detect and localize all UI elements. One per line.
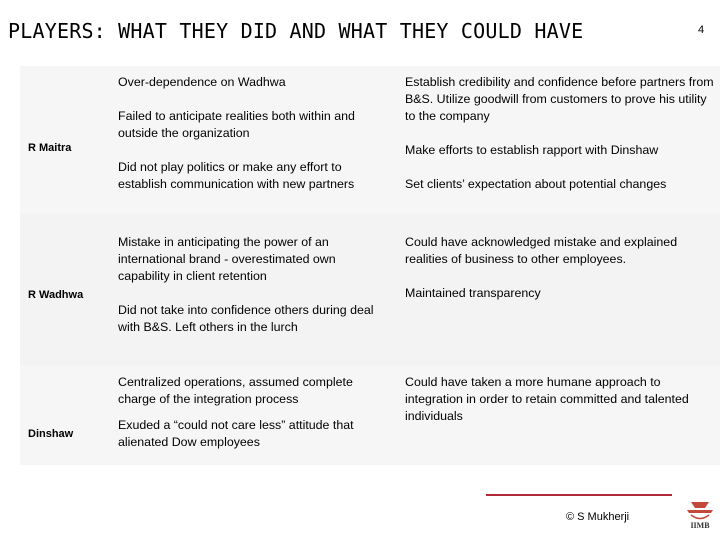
table-row [20, 366, 720, 465]
could-item: Make efforts to establish rapport with Dinshaw [405, 143, 659, 157]
could-item: Could have taken a more humane approach to integration in order to retain committed and talented individuals [405, 375, 689, 423]
logo-text: IIMB [690, 521, 710, 530]
table-row [20, 226, 720, 356]
footer-credit: © S Mukherji [566, 511, 630, 523]
could-item: Establish credibility and confidence before partners from B&S. Utilize goodwill from customers to prove his utility to the company [405, 75, 714, 123]
could-column [405, 234, 717, 302]
slide-title: PLAYERS: WHAT THEY DID AND WHAT THEY COULD HAVE [8, 19, 584, 43]
actor-label: R Wadhwa [28, 289, 84, 301]
could-item: Maintained transparency [405, 286, 541, 300]
could-column [405, 374, 717, 425]
could-item: Could have acknowledged mistake and explained realities of business to other employees. [405, 235, 678, 266]
actor-label: Dinshaw [28, 428, 74, 440]
footer-divider [486, 494, 672, 496]
did-column [118, 234, 388, 336]
did-item: Failed to anticipate realities both within and outside the organization [118, 109, 355, 140]
did-item: Did not play politics or make any effort to establish communication with new partners [118, 160, 355, 191]
did-column [118, 374, 388, 451]
iimb-logo [677, 498, 723, 534]
did-item: Did not take into confidence others during deal with B&S. Left others in the lurch [118, 303, 374, 334]
could-column [405, 74, 717, 193]
page-number: 4 [698, 24, 705, 36]
players-table [20, 66, 720, 465]
table-row [20, 66, 720, 214]
did-column [118, 74, 388, 193]
did-item: Mistake in anticipating the power of an international brand - overestimated own capability in client retention [118, 235, 336, 283]
did-item: Centralized operations, assumed complete charge of the integration process [118, 375, 353, 406]
actor-label: R Maitra [28, 142, 72, 154]
did-item: Over-dependence on Wadhwa [118, 75, 286, 89]
did-item: Exuded a “could not care less” attitude that alienated Dow employees [118, 418, 354, 449]
could-item: Set clients’ expectation about potential changes [405, 177, 667, 191]
